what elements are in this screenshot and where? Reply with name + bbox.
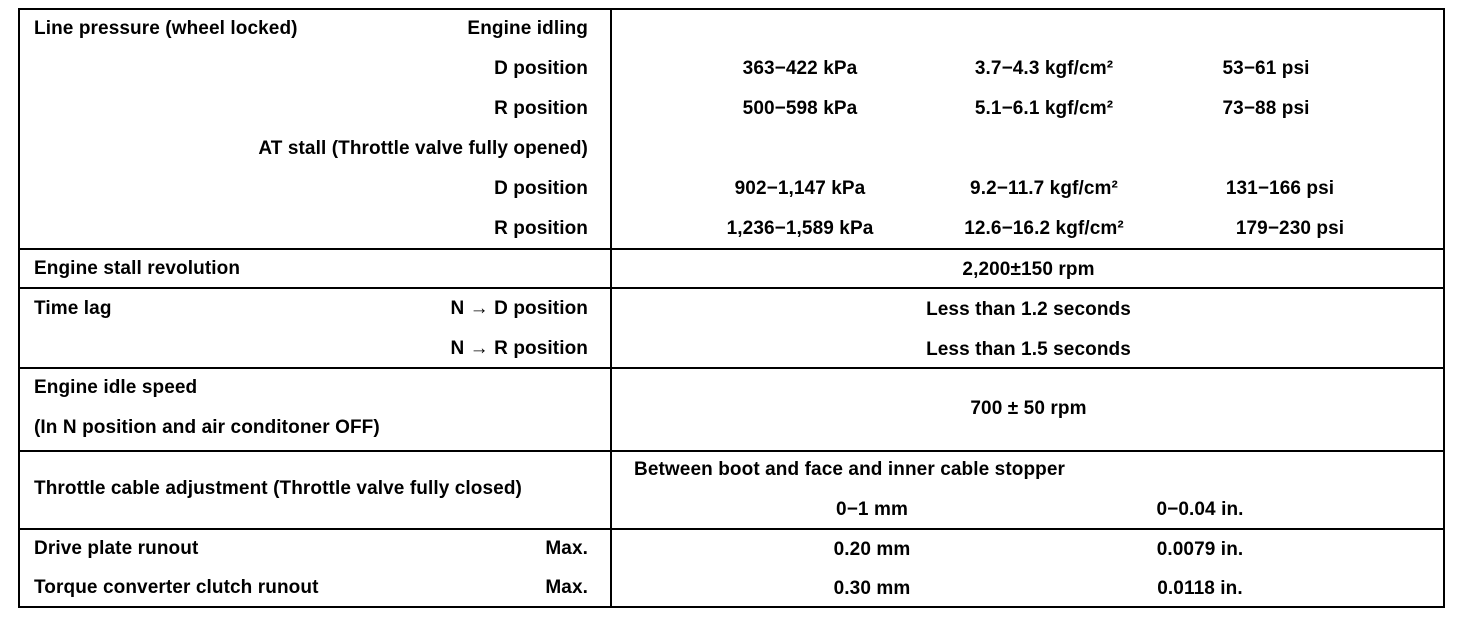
stall-r-label: R position xyxy=(494,218,588,239)
idle-d-kpa: 363−422 kPa xyxy=(742,58,858,79)
torque-converter-label: Torque converter clutch runout xyxy=(34,577,319,598)
idle-r-kgf: 5.1−6.1 kgf/cm² xyxy=(974,98,1114,119)
time-lag-n-r-value: Less than 1.5 seconds xyxy=(926,339,1131,360)
stall-d-kgf: 9.2−11.7 kgf/cm² xyxy=(970,178,1118,199)
torque-converter-in: 0.0118 in. xyxy=(1157,578,1243,599)
time-lag-n-d-value: Less than 1.2 seconds xyxy=(926,299,1131,320)
throttle-cable-note: Between boot and face and inner cable stopper xyxy=(634,459,1066,480)
idle-d-psi: 53−61 psi xyxy=(1222,58,1310,79)
idle-d-label: D position xyxy=(494,58,588,79)
stall-r-psi: 179−230 psi xyxy=(1235,218,1345,239)
line-pressure-label: Line pressure (wheel locked) xyxy=(34,18,298,39)
engine-stall-label: Engine stall revolution xyxy=(34,258,241,279)
throttle-cable-mm: 0−1 mm xyxy=(836,499,908,520)
stall-r-kpa: 1,236−1,589 kPa xyxy=(726,218,874,239)
drive-plate-in: 0.0079 in. xyxy=(1156,539,1244,560)
time-lag-n-d-label: N → D position xyxy=(450,298,588,319)
drive-plate-mm: 0.20 mm xyxy=(833,539,911,560)
stall-d-label: D position xyxy=(494,178,588,199)
idle-speed-label: Engine idle speed xyxy=(34,377,198,398)
throttle-cable-in: 0−0.04 in. xyxy=(1156,499,1244,520)
stall-d-psi: 131−166 psi xyxy=(1225,178,1335,199)
row-divider xyxy=(20,450,1443,452)
row-divider xyxy=(20,367,1443,369)
idle-speed-sublabel: (In N position and air conditoner OFF) xyxy=(34,417,380,438)
stall-r-kgf: 12.6−16.2 kgf/cm² xyxy=(964,218,1124,239)
time-lag-label: Time lag xyxy=(34,298,112,319)
idle-r-label: R position xyxy=(494,98,588,119)
torque-converter-max: Max. xyxy=(545,577,588,598)
idle-d-kgf: 3.7−4.3 kgf/cm² xyxy=(974,58,1114,79)
throttle-cable-label: Throttle cable adjustment (Throttle valve fully closed) xyxy=(34,478,522,499)
time-lag-n-r-label: N → R position xyxy=(450,338,588,359)
spec-table xyxy=(18,8,1445,608)
row-divider xyxy=(20,287,1443,289)
idle-r-psi: 73−88 psi xyxy=(1222,98,1310,119)
idle-speed-value: 700 ± 50 rpm xyxy=(970,398,1087,419)
row-divider xyxy=(20,528,1443,530)
stall-d-kpa: 902−1,147 kPa xyxy=(734,178,866,199)
engine-idling-label: Engine idling xyxy=(467,18,588,39)
torque-converter-mm: 0.30 mm xyxy=(833,578,911,599)
idle-r-kpa: 500−598 kPa xyxy=(742,98,858,119)
at-stall-label: AT stall (Throttle valve fully opened) xyxy=(258,138,588,159)
engine-stall-value: 2,200±150 rpm xyxy=(962,259,1095,280)
row-divider xyxy=(20,248,1443,250)
drive-plate-label: Drive plate runout xyxy=(34,538,199,559)
drive-plate-max: Max. xyxy=(545,538,588,559)
